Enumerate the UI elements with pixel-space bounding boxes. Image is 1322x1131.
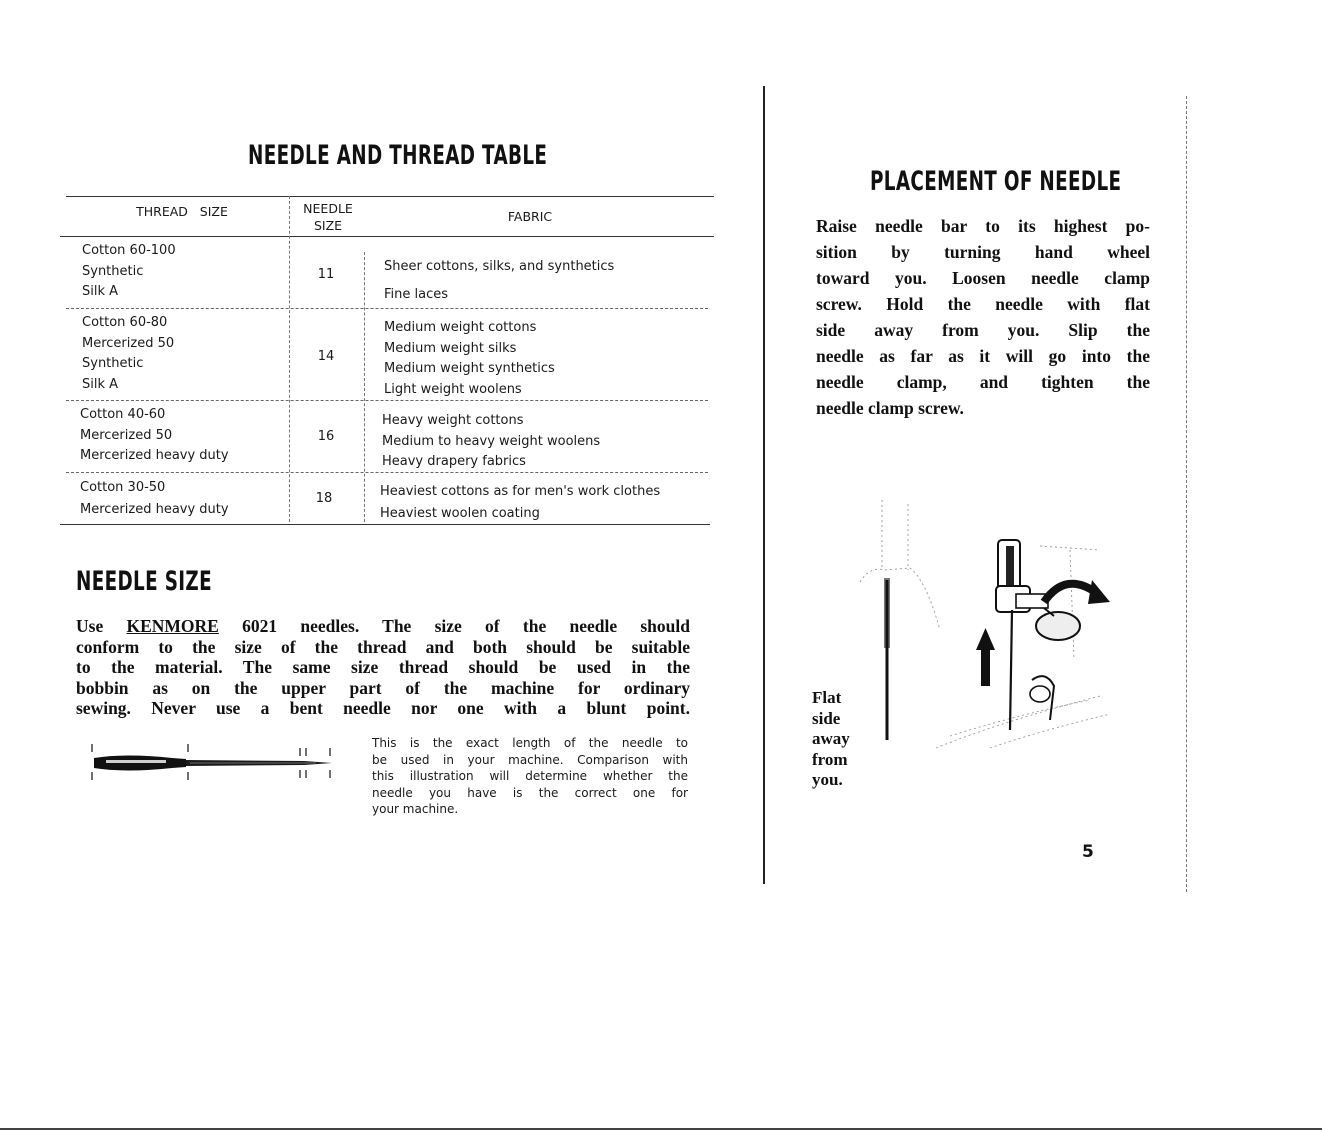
table-row: Cotton 60-80 Mercerized 50 Synthetic Silk A [82, 315, 175, 392]
needle-size-heading: NEEDLE SIZE [76, 566, 212, 597]
needle-illustration [86, 740, 346, 786]
table-header-rule [60, 236, 714, 237]
scan-bottom-border [0, 1128, 1322, 1130]
fabric-cell: Heaviest cottons as for men's work clothes Heaviest woolen coating [380, 484, 661, 521]
needle-size-value: 16 [317, 429, 335, 444]
page-number: 5 [1082, 842, 1094, 862]
header-thread-size: THREAD SIZE [136, 204, 228, 219]
table-row: Cotton 30-50 Mercerized heavy duty [80, 480, 229, 517]
table-row: Cotton 60-100 Synthetic Silk A [82, 243, 176, 299]
brand-name: KENMORE [126, 616, 219, 636]
placement-paragraph: Raise needle bar to its highest po- sition by turning hand wheel toward you. Loosen needle clamp screw. Hold the needle with flat side away from you. Slip the needle as far as it will go into the needle clamp, and tighten the needle clamp screw. [816, 216, 1150, 418]
header-fabric: FABRIC [507, 209, 553, 224]
fabric-cell: Medium weight cottons Medium weight silks Medium weight synthetics Light weight woolens [384, 320, 555, 397]
needle-caption: This is the exact length of the needle to be used in your machine. Comparison with this illustration will determine whether the needle you have is the correct one for your machine. [372, 736, 688, 816]
fabric-cell: Heavy weight cottons Medium to heavy weight woolens Heavy drapery fabrics [382, 413, 601, 469]
needle-placement-illustration [840, 490, 1120, 790]
needle-size-paragraph: Use KENMORE 6021 needles. The size of the needle should conform to the size of the thread and both should be suitable to the material. The same size thread should be used in the bobbin as on the upper part of the machine for ordinary sewing. Never use a bent needle nor one with a blunt point. [76, 616, 690, 718]
table-row: Cotton 40-60 Mercerized 50 Mercerized heavy duty [80, 407, 229, 463]
page-edge-line [1186, 96, 1187, 892]
placement-heading: PLACEMENT OF NEEDLE [870, 166, 1122, 197]
needle-size-value: 11 [317, 267, 335, 282]
page-divider [763, 86, 765, 884]
table-title: NEEDLE AND THREAD TABLE [248, 140, 548, 171]
table-column-divider [364, 252, 365, 522]
needle-size-value: 18 [315, 491, 333, 506]
table-column-divider [289, 196, 290, 522]
table-top-rule [66, 196, 714, 197]
figure-label: Flat side away from you. [812, 688, 850, 789]
fabric-cell: Sheer cottons, silks, and synthetics Fine laces [384, 259, 615, 302]
needle-size-value: 14 [317, 349, 335, 364]
header-needle-size: NEEDLE SIZE [303, 201, 353, 233]
